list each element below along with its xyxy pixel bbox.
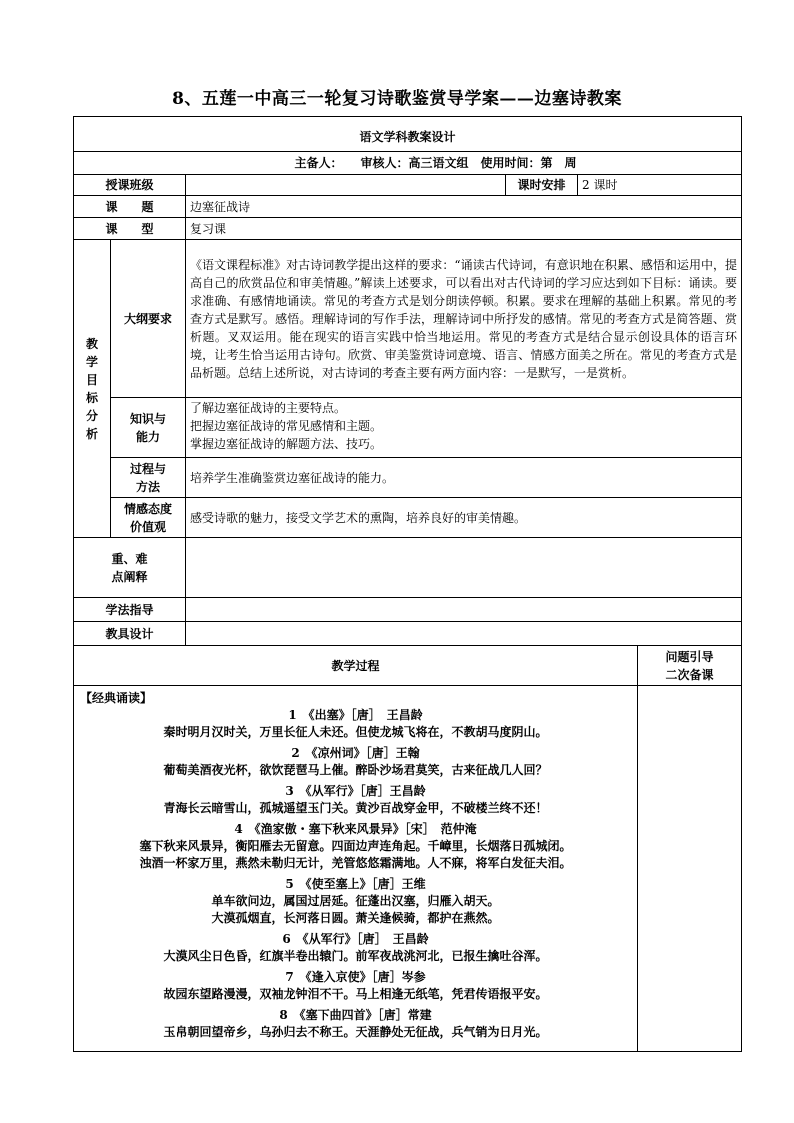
poem-title: 1 《出塞》［唐］ 王昌龄 (288, 708, 423, 722)
keypoints-row (74, 538, 742, 598)
list-item: 把握边塞征战诗的常见感情和主题。 (190, 419, 383, 433)
class-value (186, 175, 506, 196)
type-label: 课 型 (74, 218, 186, 240)
document-title: 8、五莲一中高三一轮复习诗歌鉴赏导学案——边塞诗教案 (172, 89, 622, 109)
tools-row (74, 622, 742, 646)
preparer-line: 主备人： 审核人：高三语文组 使用时间：第 周 (74, 152, 742, 175)
poem-line: 单车欲问边，属国过居延。征蓬出汉塞，归雁入胡天。 (211, 894, 500, 908)
type-value: 复习课 (186, 218, 742, 240)
process-method-row (74, 458, 742, 498)
poem-title: 4 《渔家傲・塞下秋来风景异》［宋］ 范仲淹 (234, 822, 477, 836)
process-method-label: 过程与 方法 (111, 458, 186, 498)
poem-title: 3 《从军行》［唐］王昌龄 (285, 784, 426, 798)
poem-line: 大漠风尘日色昏，红旗半卷出辕门。前军夜战洮河北，已报生擒吐谷浑。 (163, 949, 548, 963)
lesson-plan-table (73, 116, 742, 1052)
keypoints-label: 重、难 点阐释 (74, 538, 186, 598)
syllabus-label: 大纲要求 (111, 240, 186, 398)
syllabus-row (74, 240, 742, 398)
poem-line: 浊酒一杯家万里，燕然未勒归无计，羌管悠悠霜满地。人不寐，将军白发征夫泪。 (139, 856, 572, 870)
poem-line: 玉帛朝回望帝乡，乌孙归去不称王。天涯静处无征战，兵气销为日月光。 (163, 1025, 548, 1039)
class-label: 授课班级 (74, 175, 186, 196)
poem-line: 故园东望路漫漫，双袖龙钟泪不干。马上相逢无纸笔，凭君传语报平安。 (163, 987, 548, 1001)
classics-heading: 【经典诵读】 (80, 691, 153, 705)
list-item: 掌握边塞征战诗的解题方法、技巧。 (190, 437, 383, 451)
keypoints-value (186, 538, 742, 598)
poem-line: 青海长云暗雪山，孤城遥望玉门关。黄沙百战穿金甲，不破楼兰终不还！ (163, 801, 548, 815)
poem-title: 8 《塞下曲四首》［唐］常建 (279, 1008, 432, 1022)
hours-value: 2 课时 (578, 175, 742, 196)
method-value (186, 598, 742, 622)
poems-row (74, 686, 742, 1052)
knowledge-label: 知识与 能力 (111, 398, 186, 458)
method-label: 学法指导 (74, 598, 186, 622)
class-row (74, 175, 742, 196)
poem-title: 5 《使至塞上》［唐］王维 (285, 877, 426, 891)
topic-label: 课 题 (74, 196, 186, 218)
tools-label: 教具设计 (74, 622, 186, 646)
emotion-text: 感受诗歌的魅力，接受文学艺术的熏陶，培养良好的审美情趣。 (186, 498, 742, 538)
topic-value: 边塞征战诗 (186, 196, 742, 218)
side-notes (638, 686, 742, 1052)
knowledge-list (186, 398, 742, 458)
tools-value (186, 622, 742, 646)
poem-title: 7 《逢入京使》［唐］岑参 (285, 970, 426, 984)
objectives-label: 教 学 目 标 分 析 (74, 240, 111, 538)
emotion-row (74, 498, 742, 538)
list-item: 了解边塞征战诗的主要特点。 (190, 401, 347, 415)
poem-title: 2 《凉州词》［唐］王翰 (291, 746, 420, 760)
emotion-label: 情感态度 价值观 (111, 498, 186, 538)
poem-title: 6 《从军行》［唐］ 王昌龄 (282, 932, 429, 946)
method-row (74, 598, 742, 622)
poem-line: 葡萄美酒夜光杯，欲饮琵琶马上催。醉卧沙场君莫笑，古来征战几人回？ (163, 763, 548, 777)
subject-title: 语文学科教案设计 (74, 117, 742, 152)
poem-line: 大漠孤烟直，长河落日圆。萧关逢候骑，都护在燕然。 (211, 911, 500, 925)
poem-line: 秦时明月汉时关，万里长征人未还。但使龙城飞将在，不教胡马度阴山。 (163, 725, 548, 739)
topic-row (74, 196, 742, 218)
type-row (74, 218, 742, 240)
process-header-row (74, 646, 742, 686)
title-row (74, 117, 742, 152)
side-header: 问题引导 二次备课 (638, 646, 742, 686)
syllabus-text: 《语文课程标准》对古诗词教学提出这样的要求：“诵读古代诗词，有意识地在积累、感悟和运用中，提高自己的欣赏品位和审美情趣。”解读上述要求，可以看出对古代诗词的学习应达到如下目标：诵读。要求准确、有感情地诵读。常见的考查方式是划分朗读停顿。积累。要求在理解的基础上积累。常见的考查方式是默写。感悟。理解诗词的写作手法，理解诗词中所抒发的感情。常见的考查方式是简答题、赏析题。叉双运用。能在现实的语言实践中恰当地运用。常见的考查方式是结合显示创设具体的语言环境，让考生恰当运用古诗句。欣赏、审美鉴赏诗词意境、语言、情感方面美之所在。常见的考查方式是品析题。总结上述所说，对古诗词的考查主要有两方面内容：一是默写，一是赏析。 (186, 240, 742, 398)
hours-label: 课时安排 (506, 175, 578, 196)
poem-line: 塞下秋来风景异，衡阳雁去无留意。四面边声连角起。千嶂里，长烟落日孤城闭。 (139, 839, 572, 853)
classic-poems (74, 686, 638, 1052)
preparer-row (74, 152, 742, 175)
process-header: 教学过程 (74, 646, 638, 686)
process-method-text: 培养学生准确鉴赏边塞征战诗的能力。 (186, 458, 742, 498)
knowledge-row (74, 398, 742, 458)
